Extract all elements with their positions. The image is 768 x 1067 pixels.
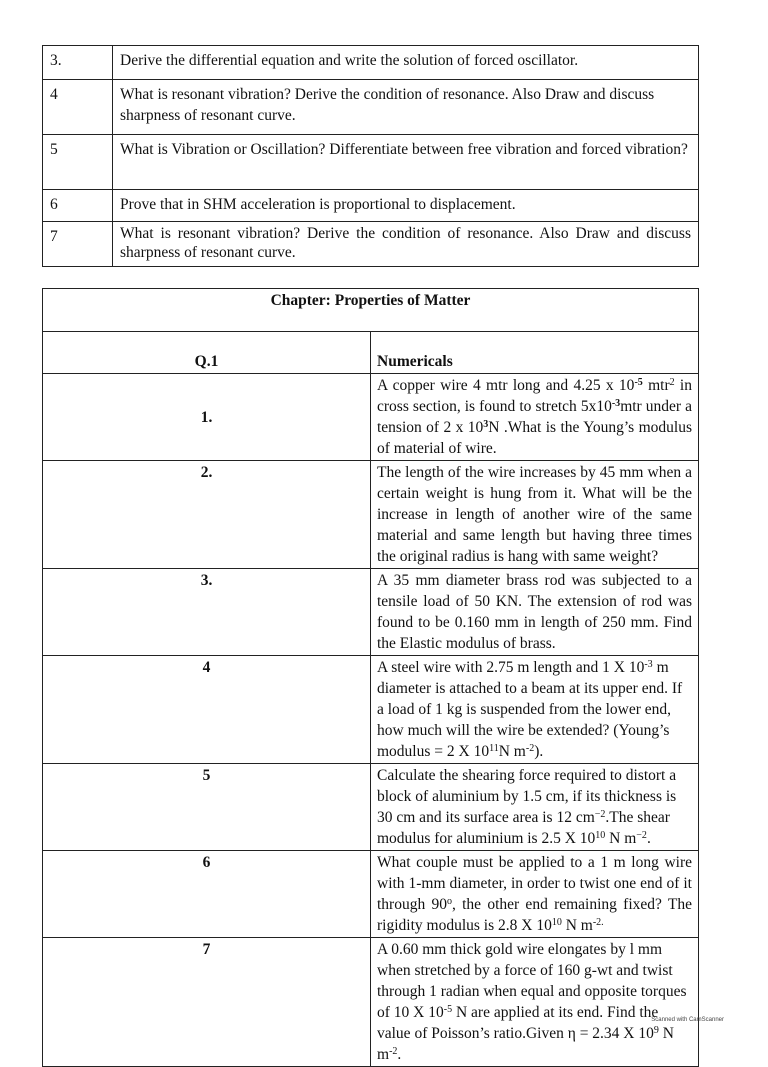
table-row xyxy=(43,190,699,222)
numerical-text: A copper wire 4 mtr long and 4.25 x $10^{-5}$ mtr$^2$ in cross section, is found to stretch $5x10^{-3}mtr$ under a tension of 2 x $10^3N$ .What is the Young’s modulus of material of wire. xyxy=(371,374,699,461)
numerical-text: A 0.60 mm thick gold wire elongates by l mm when stretched by a force of 160 g-wt and twist through 1 radian when equal and opposite torques of 10 X $10^{-5}$ N are applied at its end. Find the value of Poisson’s ratio.Given η = 2.34 X $10^9$ N $m^{-2}$. xyxy=(371,938,699,1067)
table-row xyxy=(43,764,699,851)
chapter-header-row xyxy=(43,289,699,332)
table-row xyxy=(43,569,699,656)
row-number: 6 xyxy=(43,851,371,938)
questions-table-oscillations xyxy=(42,45,699,267)
question-text: What is resonant vibration? Derive the condition of resonance. Also Draw and discuss sharpness of resonant curve. xyxy=(113,222,699,267)
section-title: Numericals xyxy=(371,332,699,374)
question-text: What is Vibration or Oscillation? Differentiate between free vibration and forced vibration? xyxy=(113,135,699,190)
chapter-title: Chapter: Properties of Matter xyxy=(43,289,699,332)
table-row xyxy=(43,851,699,938)
row-number: 1. xyxy=(43,374,371,461)
row-number: 5 xyxy=(43,135,113,190)
row-number: 6 xyxy=(43,190,113,222)
numerical-text: The length of the wire increases by 45 mm when a certain weight is hung from it. What will be the increase in length of another wire of the same material and same length but having three times the original radius is hang with same weight? xyxy=(371,461,699,569)
table-row xyxy=(43,80,699,135)
question-label: Q.1 xyxy=(43,332,371,374)
row-number: 7 xyxy=(43,222,113,267)
row-number: 3. xyxy=(43,569,371,656)
numerical-text: Calculate the shearing force required to distort a block of aluminium by 1.5 cm, if its thickness is 30 cm and its surface area is 12 $cm^{-2}.The$ shear modulus for aluminium is 2.5 X $10^{10}$ N $m^{-2}$. xyxy=(371,764,699,851)
row-number: 7 xyxy=(43,938,371,1067)
numericals-table-properties-of-matter xyxy=(42,288,699,1067)
row-number: 4 xyxy=(43,80,113,135)
section-row xyxy=(43,332,699,374)
table-row xyxy=(43,938,699,1067)
row-number: 4 xyxy=(43,656,371,764)
question-text: What is resonant vibration? Derive the condition of resonance. Also Draw and discuss sharpness of resonant curve. xyxy=(113,80,699,135)
row-number: 2. xyxy=(43,461,371,569)
numerical-text: A 35 mm diameter brass rod was subjected to a tensile load of 50 KN. The extension of rod was found to be 0.160 mm in length of 250 mm. Find the Elastic modulus of brass. xyxy=(371,569,699,656)
numerical-text: A steel wire with 2.75 m length and 1 X $10^{-3}$ m diameter is attached to a beam at its upper end. If a load of 1 kg is suspended from the lower end, how much will the wire be extended? (Young’s modulus = 2 X $10^{11}N$ $m^{-2}$). xyxy=(371,656,699,764)
row-number: 5 xyxy=(43,764,371,851)
table-row xyxy=(43,135,699,190)
question-text: Prove that in SHM acceleration is proportional to displacement. xyxy=(113,190,699,222)
table-row xyxy=(43,656,699,764)
question-text: Derive the differential equation and write the solution of forced oscillator. xyxy=(113,46,699,80)
scanner-watermark: Scanned with CamScanner xyxy=(651,1017,724,1023)
table-row xyxy=(43,222,699,267)
numerical-text: What couple must be applied to a 1 m long wire with 1-mm diameter, in order to twist one end of it through 90$^o$, the other end remaining fixed? The rigidity modulus is 2.8 X $10^{10}$ N $m^{-2.}$ xyxy=(371,851,699,938)
table-row xyxy=(43,374,699,461)
table-row xyxy=(43,46,699,80)
row-number: 3. xyxy=(43,46,113,80)
table-row xyxy=(43,461,699,569)
